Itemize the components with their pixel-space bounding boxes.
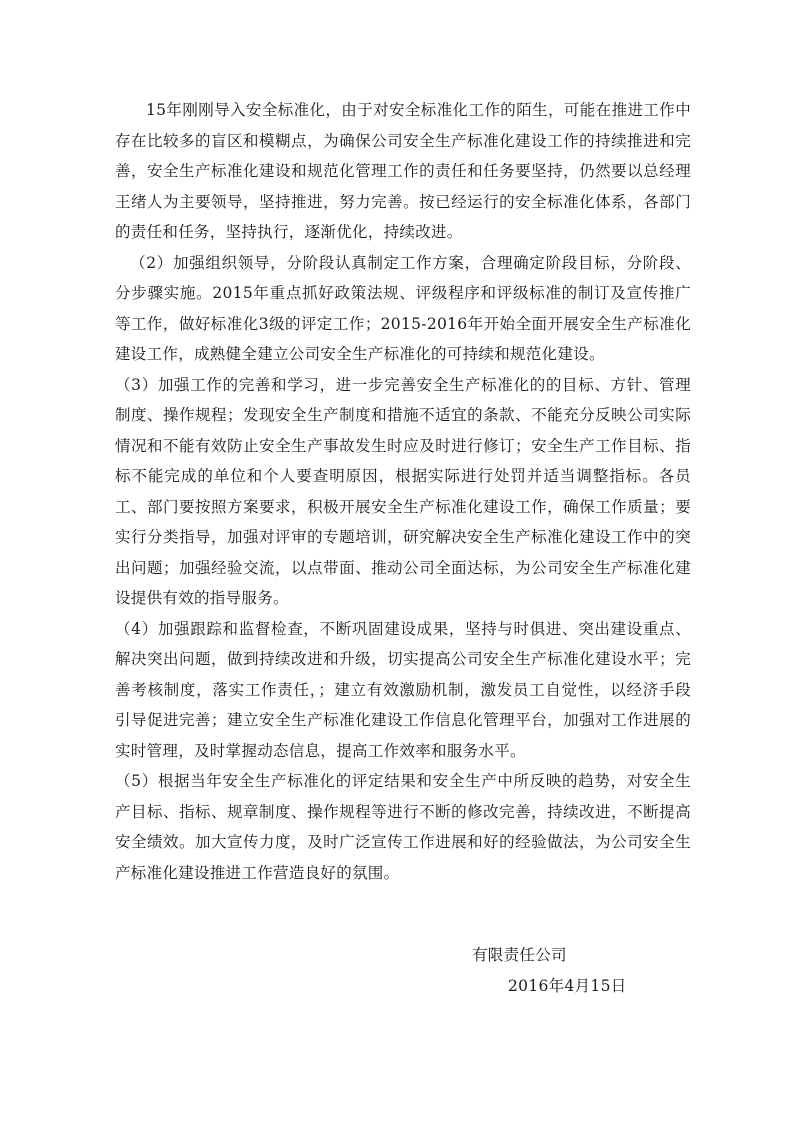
document-body [115, 95, 691, 888]
paragraph-item-3: （3）加强工作的完善和学习，进一步完善安全生产标准化的的目标、方针、管理制度、操作规程；发现安全生产制度和措施不适宜的条款、不能充分反映公司实际情况和不能有效防止安全生产事故发生时应及时进行修订；安全生产工作目标、指标不能完成的单位和个人要查明原因，根据实际进行处罚并适当调整指标。各员工、部门要按照方案要求，积极开展安全生产标准化建设工作，确保工作质量；要实行分类指导，加强对评审的专题培训，研究解决安全生产标准化建设工作中的突出问题；加强经验交流，以点带面、推动公司全面达标，为公司安全生产标准化建设提供有效的指导服务。 [115, 375, 691, 607]
signature-date: 2016年4月15日 [508, 977, 627, 995]
signature-company: 有限责任公司 [472, 946, 567, 964]
paragraph-item-4: （4）加强跟踪和监督检查，不断巩固建设成果，坚持与时俱进、突出建设重点、解决突出问题，做到持续改进和升级，切实提高公司安全生产标准化建设水平；完善考核制度，落实工作责任，；建立有效激励机制，激发员工自觉性，以经济手段引导促进完善；建立安全生产标准化建设工作信息化管理平台，加强对工作进展的实时管理，及时掌握动态信息，提高工作效率和服务水平。 [115, 619, 691, 760]
paragraph-intro: 15年刚刚导入安全标准化，由于对安全标准化工作的陌生，可能在推进工作中存在比较多的盲区和模糊点，为确保公司安全生产标准化建设工作的持续推进和完善，安全生产标准化建设和规范化管理工作的责任和任务要坚持，仍然要以总经理王绪人为主要领导，坚持推进，努力完善。按已经运行的安全标准化体系，各部门的责任和任务，坚持执行，逐渐优化，持续改进。 [115, 101, 691, 241]
paragraph-item-2: （2）加强组织领导，分阶段认真制定工作方案，合理确定阶段目标，分阶段、分步骤实施。2015年重点抓好政策法规、评级程序和评级标准的制订及宣传推广等工作，做好标准化3级的评定工作；2015-2016年开始全面开展安全生产标准化建设工作，成熟健全建立公司安全生产标准化的可持续和规范化建设。 [115, 253, 691, 363]
paragraph-item-5: （5）根据当年安全生产标准化的评定结果和安全生产中所反映的趋势，对安全生产目标、指标、规章制度、操作规程等进行不断的修改完善，持续改进，不断提高安全绩效。加大宣传力度，及时广泛宣传工作进展和好的经验做法，为公司安全生产标准化建设推进工作营造良好的氛围。 [115, 772, 691, 882]
